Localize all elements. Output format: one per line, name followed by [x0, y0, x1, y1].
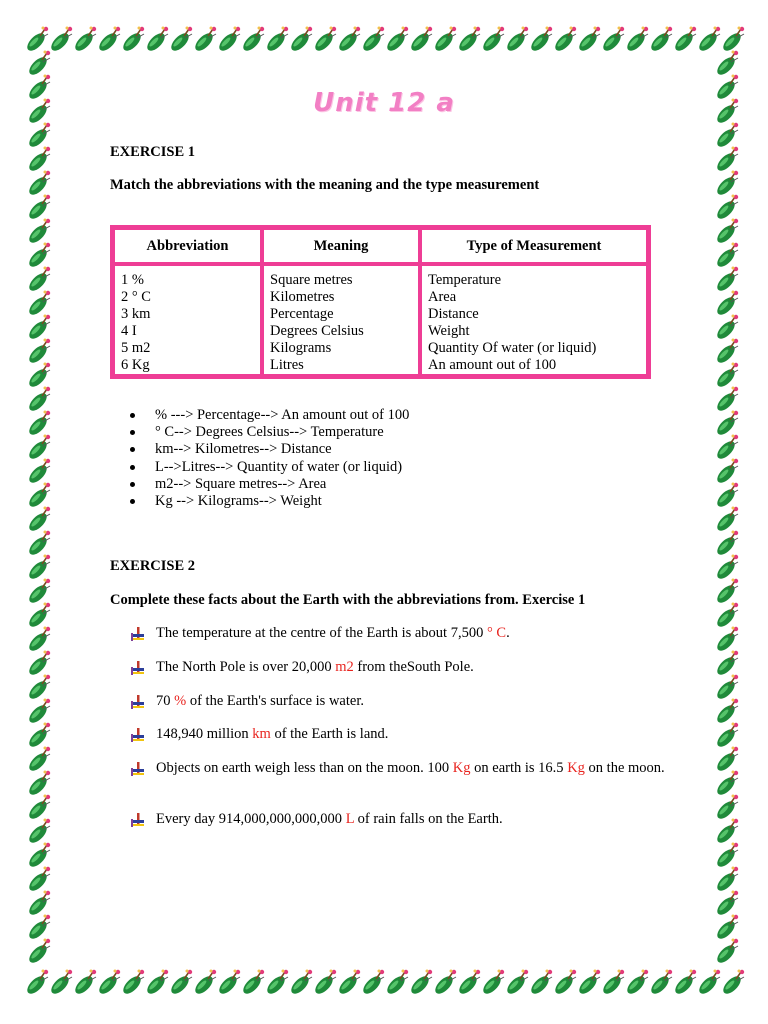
leaf-motif — [624, 970, 648, 997]
leaf-motif — [48, 27, 72, 54]
page-title: Unit 12 a — [313, 88, 455, 118]
fact-segment: of rain falls on the Earth. — [354, 811, 503, 827]
answer-abbreviation: m2 — [335, 659, 354, 675]
list-item — [130, 424, 409, 441]
leaf-motif — [408, 27, 432, 54]
meaning-item: Degrees Celsius — [270, 323, 364, 339]
leaf-motif — [714, 843, 738, 870]
fact-text — [156, 625, 670, 642]
leaf-motif — [600, 27, 624, 54]
leaf-motif — [714, 915, 738, 942]
fact-segment: Objects on earth weigh less than on the moon. 100 — [156, 760, 453, 776]
answer-abbreviation: L — [345, 811, 355, 827]
list-item — [130, 407, 409, 424]
leaf-motif — [26, 171, 50, 198]
matching-table — [110, 225, 651, 379]
leaf-motif — [384, 970, 408, 997]
leaf-motif — [714, 795, 738, 822]
leaf-motif — [216, 970, 240, 997]
bullet-text: % ---> Percentage--> An amount out of 100 — [155, 407, 410, 423]
leaf-motif — [26, 651, 50, 678]
answer-abbreviation: Kg — [567, 760, 585, 776]
answer-abbreviation: Kg — [452, 760, 471, 776]
leaf-motif — [384, 27, 408, 54]
type-item: Area — [428, 289, 457, 305]
leaf-motif — [26, 267, 50, 294]
fact-segment: of the Earth's surface is water. — [186, 693, 364, 709]
header-type: Type of Measurement — [420, 228, 648, 264]
meaning-item: Kilograms — [270, 340, 332, 356]
leaf-motif — [714, 603, 738, 630]
answer-bullet-list — [130, 407, 409, 510]
exercise2-instruction: Complete these facts about the Earth with the abbreviations from. Exercise 1 — [110, 592, 586, 608]
bullet-icon — [130, 413, 135, 418]
leaf-motif — [336, 970, 360, 997]
fact-segment: Every day 914,000,000,000,000 — [156, 811, 346, 827]
leaf-motif — [72, 27, 96, 54]
leaf-motif — [26, 555, 50, 582]
leaf-motif — [714, 723, 738, 750]
leaf-motif — [528, 27, 552, 54]
leaf-motif — [26, 939, 50, 966]
meaning-item: Kilometres — [270, 289, 335, 305]
type-item: Quantity Of water (or liquid) — [428, 340, 597, 356]
abbreviation-item: 4 I — [121, 323, 137, 339]
fact-text — [156, 726, 670, 743]
leaf-motif — [714, 243, 738, 270]
leaf-motif — [714, 363, 738, 390]
leaf-motif — [26, 771, 50, 798]
leaf-motif — [360, 27, 384, 54]
type-item: Weight — [428, 323, 470, 339]
leaf-motif — [552, 27, 576, 54]
leaf-motif — [714, 219, 738, 246]
leaf-motif — [714, 123, 738, 150]
leaf-motif — [26, 603, 50, 630]
leaf-motif — [240, 970, 264, 997]
fact-segment: 70 — [156, 693, 175, 709]
leaf-motif — [26, 147, 50, 174]
leaf-motif — [168, 27, 192, 54]
leaf-motif — [26, 867, 50, 894]
leaf-motif — [26, 435, 50, 462]
leaf-motif — [696, 27, 720, 54]
leaf-motif — [26, 483, 50, 510]
fact-segment: The North Pole is over 20,000 — [156, 659, 336, 675]
abbreviation-cell — [113, 264, 262, 376]
leaf-motif — [714, 771, 738, 798]
abbreviation-item: 2 ° C — [121, 289, 151, 305]
fact-text — [156, 811, 670, 828]
leaf-motif — [432, 970, 456, 997]
leaf-motif — [714, 675, 738, 702]
leaf-motif — [120, 27, 144, 54]
leaf-motif — [26, 819, 50, 846]
leaf-motif — [192, 970, 216, 997]
leaf-motif — [714, 387, 738, 414]
fact-segment: . — [506, 625, 510, 641]
header-meaning: Meaning — [262, 228, 420, 264]
leaf-motif — [714, 147, 738, 174]
leaf-motif — [456, 27, 480, 54]
leaf-motif — [336, 27, 360, 54]
leaf-motif — [672, 970, 696, 997]
meaning-item: Percentage — [270, 306, 334, 322]
leaf-motif — [714, 579, 738, 606]
leaf-motif — [714, 507, 738, 534]
leaf-motif — [26, 363, 50, 390]
leaf-motif — [26, 699, 50, 726]
leaf-motif — [504, 970, 528, 997]
fact-text — [156, 659, 670, 676]
leaf-motif — [144, 970, 168, 997]
bullet-text: ° C--> Degrees Celsius--> Temperature — [155, 424, 384, 441]
leaf-motif — [360, 970, 384, 997]
table-row — [113, 264, 648, 376]
meaning-cell — [262, 264, 420, 376]
bullet-icon — [130, 465, 135, 470]
pushpin-bullet-icon — [130, 660, 146, 676]
leaf-motif — [714, 819, 738, 846]
leaf-motif — [714, 459, 738, 486]
leaf-motif — [144, 27, 168, 54]
leaf-motif — [120, 970, 144, 997]
meaning-item: Litres — [270, 357, 304, 373]
leaf-motif — [720, 27, 744, 54]
leaf-motif — [714, 555, 738, 582]
abbreviation-item: 1 % — [121, 272, 144, 288]
leaf-motif — [648, 27, 672, 54]
abbreviation-item: 5 m2 — [121, 340, 151, 356]
leaf-motif — [714, 171, 738, 198]
meaning-item: Square metres — [270, 272, 353, 288]
bullet-icon — [130, 447, 135, 452]
leaf-motif — [24, 27, 48, 54]
exercise1-heading: EXERCISE 1 — [110, 144, 196, 160]
leaf-motif — [26, 723, 50, 750]
pushpin-bullet-icon — [130, 761, 146, 777]
leaf-motif — [648, 970, 672, 997]
fact-item — [130, 659, 670, 676]
abbreviation-item: 3 km — [121, 306, 151, 322]
type-item: Temperature — [428, 272, 502, 288]
leaf-motif — [714, 315, 738, 342]
list-item — [130, 493, 409, 510]
pushpin-bullet-icon — [130, 626, 146, 642]
leaf-motif — [714, 51, 738, 78]
leaf-motif — [26, 51, 50, 78]
leaf-motif — [26, 795, 50, 822]
pushpin-bullet-icon — [130, 694, 146, 710]
leaf-motif — [456, 970, 480, 997]
leaf-motif — [714, 195, 738, 222]
fact-segment: from theSouth Pole. — [353, 659, 474, 675]
leaf-motif — [714, 747, 738, 774]
leaf-motif — [288, 27, 312, 54]
leaf-motif — [26, 843, 50, 870]
leaf-motif — [26, 315, 50, 342]
leaf-motif — [72, 970, 96, 997]
fact-item — [130, 625, 670, 642]
leaf-motif — [714, 651, 738, 678]
leaf-motif — [26, 579, 50, 606]
leaf-motif — [600, 970, 624, 997]
leaf-motif — [264, 970, 288, 997]
leaf-motif — [576, 970, 600, 997]
leaf-motif — [264, 27, 288, 54]
leaf-motif — [504, 27, 528, 54]
leaf-motif — [672, 27, 696, 54]
bullet-icon — [130, 482, 135, 487]
leaf-motif — [696, 970, 720, 997]
leaf-motif — [432, 27, 456, 54]
leaf-motif — [714, 699, 738, 726]
header-abbreviation: Abbreviation — [113, 228, 262, 264]
bullet-icon — [130, 499, 135, 504]
abbreviation-item: 6 Kg — [121, 357, 150, 373]
leaf-motif — [714, 267, 738, 294]
leaf-motif — [552, 970, 576, 997]
leaf-motif — [714, 435, 738, 462]
leaf-motif — [714, 483, 738, 510]
leaf-motif — [26, 915, 50, 942]
list-item — [130, 459, 409, 476]
leaf-motif — [26, 747, 50, 774]
bullet-icon — [130, 430, 135, 435]
leaf-motif — [26, 387, 50, 414]
bullet-text: Kg --> Kilograms--> Weight — [155, 493, 322, 510]
bullet-text: m2--> Square metres--> Area — [155, 475, 327, 492]
leaf-motif — [26, 243, 50, 270]
leaf-motif — [714, 939, 738, 966]
pushpin-bullet-icon — [130, 812, 146, 828]
leaf-motif — [26, 291, 50, 318]
bullet-text: km--> Kilometres--> Distance — [155, 441, 332, 458]
type-cell — [420, 264, 648, 376]
leaf-motif — [624, 27, 648, 54]
answer-abbreviation: % — [174, 693, 187, 709]
leaf-motif — [714, 291, 738, 318]
table-header-row — [113, 228, 648, 264]
fact-text — [156, 760, 670, 777]
leaf-motif — [26, 675, 50, 702]
type-item: Distance — [428, 306, 479, 322]
leaf-motif — [26, 891, 50, 918]
fact-segment: The temperature at the centre of the Earth is about 7,500 — [156, 625, 487, 641]
fact-item — [130, 811, 670, 828]
leaf-motif — [714, 339, 738, 366]
leaf-motif — [26, 123, 50, 150]
fact-segment: on earth is 16.5 — [470, 760, 568, 776]
leaf-motif — [26, 339, 50, 366]
leaf-motif — [96, 970, 120, 997]
fact-segment: on the moon. — [584, 760, 665, 776]
leaf-motif — [26, 627, 50, 654]
answer-abbreviation: ° C — [486, 625, 507, 641]
leaf-motif — [312, 27, 336, 54]
leaf-motif — [26, 195, 50, 222]
leaf-motif — [480, 27, 504, 54]
leaf-motif — [48, 970, 72, 997]
fact-item — [130, 760, 670, 777]
list-item — [130, 476, 409, 493]
leaf-motif — [480, 970, 504, 997]
fact-segment: of the Earth is land. — [270, 726, 389, 742]
fact-text — [156, 693, 670, 710]
exercise2-heading: EXERCISE 2 — [110, 558, 196, 574]
leaf-motif — [240, 27, 264, 54]
list-item — [130, 441, 409, 458]
leaf-motif — [26, 459, 50, 486]
exercise1-instruction: Match the abbreviations with the meaning and the type measurement — [110, 177, 540, 193]
fact-item — [130, 726, 670, 743]
leaf-motif — [714, 627, 738, 654]
leaf-motif — [312, 970, 336, 997]
leaf-motif — [24, 970, 48, 997]
leaf-motif — [288, 970, 312, 997]
leaf-motif — [528, 970, 552, 997]
leaf-motif — [96, 27, 120, 54]
leaf-motif — [26, 531, 50, 558]
leaf-motif — [216, 27, 240, 54]
pushpin-bullet-icon — [130, 727, 146, 743]
type-item: An amount out of 100 — [428, 357, 557, 373]
leaf-motif — [168, 970, 192, 997]
leaf-motif — [26, 507, 50, 534]
leaf-motif — [576, 27, 600, 54]
fact-segment: 148,940 million — [156, 726, 253, 742]
leaf-motif — [408, 970, 432, 997]
bullet-text: L-->Litres--> Quantity of water (or liquid) — [155, 458, 403, 475]
leaf-motif — [26, 219, 50, 246]
answer-abbreviation: km — [252, 726, 271, 742]
fact-item — [130, 693, 670, 710]
leaf-motif — [714, 411, 738, 438]
leaf-motif — [714, 867, 738, 894]
leaf-motif — [714, 531, 738, 558]
leaf-motif — [26, 411, 50, 438]
leaf-motif — [192, 27, 216, 54]
leaf-motif — [714, 891, 738, 918]
leaf-motif — [720, 970, 744, 997]
